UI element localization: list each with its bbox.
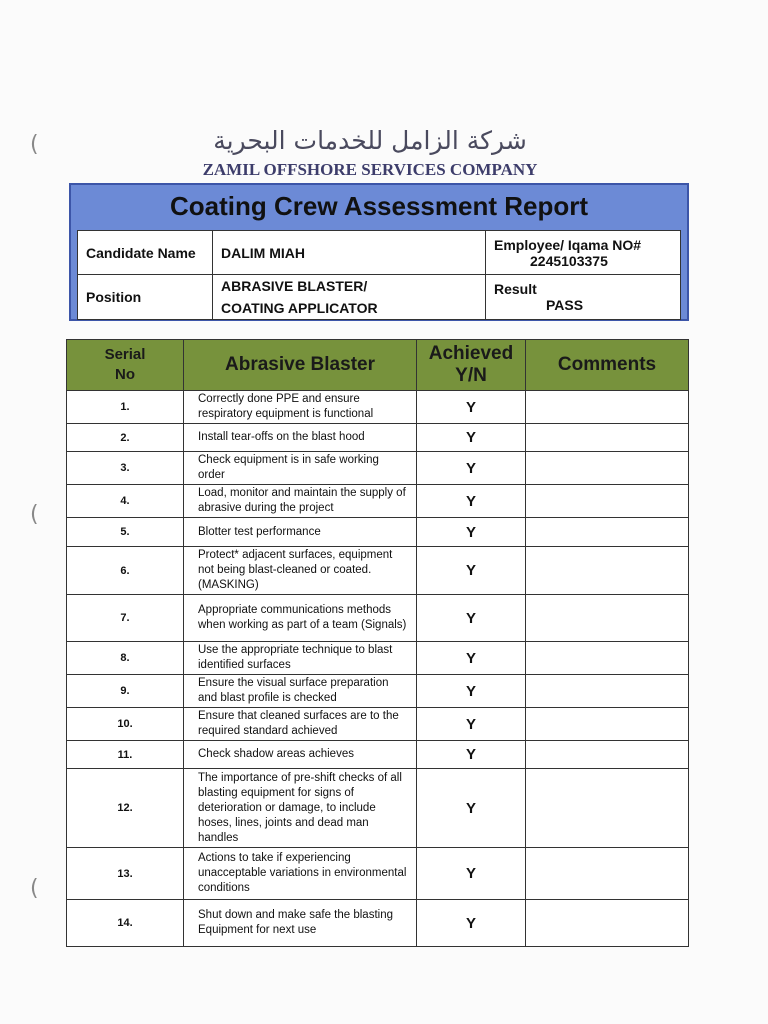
report-title: Coating Crew Assessment Report: [169, 191, 589, 221]
serial-cell: 5.: [67, 518, 184, 547]
task-cell: Correctly done PPE and ensure respiratory equipment is functional: [184, 391, 417, 424]
serial-cell: 6.: [67, 547, 184, 595]
table-row: [67, 848, 689, 900]
task-cell: Appropriate communications methods when working as part of a team (Signals): [184, 595, 417, 642]
comments-header: Comments: [526, 340, 689, 391]
task-cell: Actions to take if experiencing unacceptable variations in environmental conditions: [184, 848, 417, 900]
achieved-header: [417, 340, 526, 391]
achieved-cell: Y: [417, 547, 526, 595]
table-row: [67, 741, 689, 769]
task-cell: Check shadow areas achieves: [184, 741, 417, 769]
serial-cell: 13.: [67, 848, 184, 900]
comments-cell: [526, 848, 689, 900]
comments-cell: [526, 391, 689, 424]
task-cell: Protect* adjacent surfaces, equipment not being blast-cleaned or coated. (MASKING): [184, 547, 417, 595]
margin-punch-mark: (: [30, 502, 39, 527]
serial-header-line-1: Serial: [104, 346, 146, 363]
achieved-cell: Y: [417, 708, 526, 741]
task-header: Abrasive Blaster: [184, 340, 417, 391]
serial-cell: 8.: [67, 642, 184, 675]
serial-cell: 7.: [67, 595, 184, 642]
task-cell: Ensure that cleaned surfaces are to the required standard achieved: [184, 708, 417, 741]
comments-cell: [526, 708, 689, 741]
task-cell: Install tear-offs on the blast hood: [184, 424, 417, 452]
comments-cell: [526, 595, 689, 642]
achieved-cell: Y: [417, 595, 526, 642]
position-row: [78, 275, 681, 320]
table-row: [67, 485, 689, 518]
table-row: [67, 900, 689, 947]
table-row: [67, 642, 689, 675]
table-row: [67, 708, 689, 741]
task-cell: Use the appropriate technique to blast identified surfaces: [184, 642, 417, 675]
comments-cell: [526, 485, 689, 518]
table-row: [67, 424, 689, 452]
achieved-cell: Y: [417, 424, 526, 452]
comments-cell: [526, 547, 689, 595]
serial-cell: 14.: [67, 900, 184, 947]
report-header-box: [69, 183, 689, 321]
achieved-cell: Y: [417, 741, 526, 769]
comments-cell: [526, 518, 689, 547]
task-cell: Blotter test performance: [184, 518, 417, 547]
serial-cell: 3.: [67, 452, 184, 485]
task-cell: The importance of pre-shift checks of all blasting equipment for signs of deterioration or damage, to include hoses, lines, joints and dead man handles: [184, 769, 417, 848]
achieved-cell: Y: [417, 900, 526, 947]
table-row: [67, 769, 689, 848]
task-cell: Check equipment is in safe working order: [184, 452, 417, 485]
achieved-cell: Y: [417, 485, 526, 518]
table-row: [67, 391, 689, 424]
achieved-cell: Y: [417, 391, 526, 424]
assessment-table: [66, 339, 689, 947]
position-line-1: ABRASIVE BLASTER/: [221, 278, 368, 294]
achieved-cell: Y: [417, 675, 526, 708]
company-name-arabic: شركة الزامل للخدمات البحرية: [213, 126, 527, 155]
table-row: [67, 547, 689, 595]
assessment-header-row: [67, 340, 689, 391]
serial-cell: 9.: [67, 675, 184, 708]
serial-cell: 4.: [67, 485, 184, 518]
position-value: [213, 275, 486, 320]
candidate-name-value: DALIM MIAH: [213, 231, 486, 275]
table-row: [67, 675, 689, 708]
task-cell: Shut down and make safe the blasting Equipment for next use: [184, 900, 417, 947]
candidate-name-label: Candidate Name: [78, 231, 213, 275]
table-row: [67, 452, 689, 485]
comments-cell: [526, 452, 689, 485]
serial-header-line-2: No: [115, 366, 135, 383]
comments-cell: [526, 675, 689, 708]
margin-punch-mark: (: [30, 132, 39, 157]
position-line-2: COATING APPLICATOR: [221, 300, 378, 316]
serial-cell: 2.: [67, 424, 184, 452]
table-row: [67, 595, 689, 642]
task-cell: Load, monitor and maintain the supply of abrasive during the project: [184, 485, 417, 518]
comments-cell: [526, 769, 689, 848]
result-cell: [486, 275, 681, 320]
candidate-row: [78, 231, 681, 275]
serial-cell: 1.: [67, 391, 184, 424]
result-label: Result: [494, 281, 537, 297]
achieved-header-line-1: Achieved: [428, 343, 514, 364]
comments-cell: [526, 424, 689, 452]
result-value: PASS: [546, 297, 584, 313]
comments-cell: [526, 642, 689, 675]
company-name-english: ZAMIL OFFSHORE SERVICES COMPANY: [202, 160, 538, 179]
achieved-cell: Y: [417, 452, 526, 485]
employee-id-value: 2245103375: [530, 252, 608, 269]
comments-cell: [526, 900, 689, 947]
table-row: [67, 518, 689, 547]
achieved-header-line-2: Y/N: [455, 365, 487, 386]
achieved-cell: Y: [417, 769, 526, 848]
employee-id-label: Employee/ Iqama NO#: [494, 236, 642, 253]
comments-cell: [526, 741, 689, 769]
serial-cell: 12.: [67, 769, 184, 848]
employee-cell: [486, 231, 681, 275]
candidate-info-table: [77, 230, 681, 320]
serial-cell: 10.: [67, 708, 184, 741]
task-cell: Ensure the visual surface preparation and blast profile is checked: [184, 675, 417, 708]
achieved-cell: Y: [417, 642, 526, 675]
achieved-cell: Y: [417, 848, 526, 900]
serial-no-header: [67, 340, 184, 391]
achieved-cell: Y: [417, 518, 526, 547]
margin-punch-mark: (: [30, 876, 39, 901]
serial-cell: 11.: [67, 741, 184, 769]
position-label: Position: [78, 275, 213, 320]
